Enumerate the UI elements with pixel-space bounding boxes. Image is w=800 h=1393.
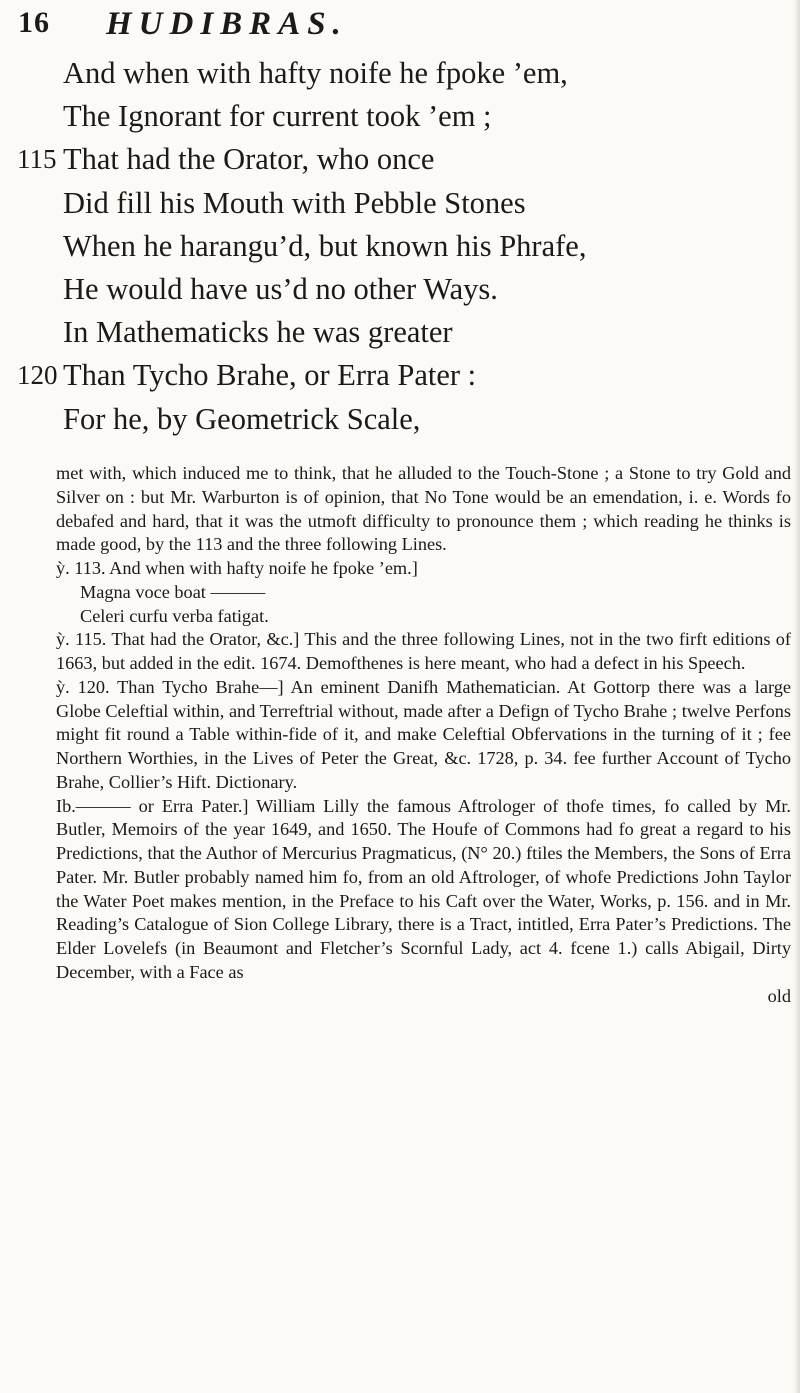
verse-block	[17, 52, 737, 441]
verse-line	[17, 95, 737, 138]
note-paragraph: Ib.——— or Erra Pater.] William Lilly the famous Aftrologer of thofe times, fo called by Mr. Butler, Memoirs of the year 1649, and 1650. The Houfe of Commons had fo great a regard to his Predictions, that the Author of Mercurius Pragmaticus, (N° 20.) ftiles the Members, the Sons of Erra Pater. Mr. Butler probably named him fo, from an old Aftrologer, of whofe Predictions John Taylor the Water Poet makes mention, in the Preface to his Caft over the Water, Works, p. 156. and in Mr. Reading’s Catalogue of Sion College Library, there is a Tract, intitled, Erra Pater’s Predictions. The Elder Lovelefs (in Beaumont and Fletcher’s Scornful Lady, act 4. fcene 1.) calls Abigail, Dirty December, with a Face as	[56, 795, 791, 982]
verse-text: That had the Orator, who once	[63, 142, 435, 177]
note-paragraph: ỳ. 115. That had the Orator, &c.] This and the three following Lines, not in the two firft editions of 1663, but added in the edit. 1674. Demofthenes is here meant, who had a defect in his Speech.	[56, 629, 791, 673]
verse-text: Than Tycho Brahe, or Erra Pater :	[63, 358, 477, 393]
note-paragraph: ỳ. 120. Than Tycho Brahe—] An eminent Danifh Mathematician. At Gottorp there was a large Globe Celeftial within, and Terreftrial without, made after a Defign of Tycho Brahe ; twelve Perfons might fit round a Table within-fide of it, and make Celeftial Obfervations in the turning of it ; fee Northern Worthies, in the Lives of Peter the Great, &c. 1728, p. 34. fee further Account of Tycho Brahe, Collier’s Hift. Dictionary.	[56, 676, 791, 792]
verse-line	[17, 225, 737, 268]
verse-text: He would have us’d no other Ways.	[63, 271, 498, 306]
verse-text: In Mathematicks he was greater	[63, 315, 453, 350]
verse-line	[17, 182, 737, 225]
verse-text: Did fill his Mouth with Pebble Stones	[63, 185, 526, 220]
line-number: 120	[17, 360, 58, 391]
verse-text: And when with hafty noife he fpoke ’em,	[63, 56, 568, 90]
verse-line	[17, 311, 737, 354]
verse-text: For he, by Geometrick Scale,	[63, 401, 421, 436]
note-quotation: Magna voce boat ———	[80, 581, 266, 602]
verse-line	[17, 52, 737, 95]
line-number: 115	[17, 144, 57, 175]
page-edge	[794, 0, 800, 1393]
note-paragraph: met with, which induced me to think, that he alluded to the Touch-Stone ; a Stone to try Gold and Silver on : but Mr. Warburton is of opinion, that No Tone would be an emendation, i. e. Words fo debafed and hard, that it was the utmoft difficulty to pronounce them ; which reading he thinks is made good, by the 113 and the three following Lines.	[56, 463, 791, 555]
verse-line	[17, 268, 737, 311]
note-quotation: Celeri curfu verba fatigat.	[80, 605, 269, 626]
note-paragraph: ỳ. 113. And when with hafty noife he fpoke ’em.]	[56, 558, 418, 578]
verse-line	[17, 138, 737, 181]
verse-line	[17, 354, 737, 397]
verse-text: When he harangu’d, but known his Phrafe,	[63, 228, 587, 263]
verse-text: The Ignorant for current took ’em ;	[63, 99, 492, 134]
catchword: old	[767, 985, 791, 1006]
verse-line	[17, 398, 737, 441]
footnotes	[56, 462, 791, 1008]
running-title: HUDIBRAS.	[106, 6, 348, 42]
page-header	[18, 6, 738, 46]
page-number: 16	[18, 6, 50, 39]
